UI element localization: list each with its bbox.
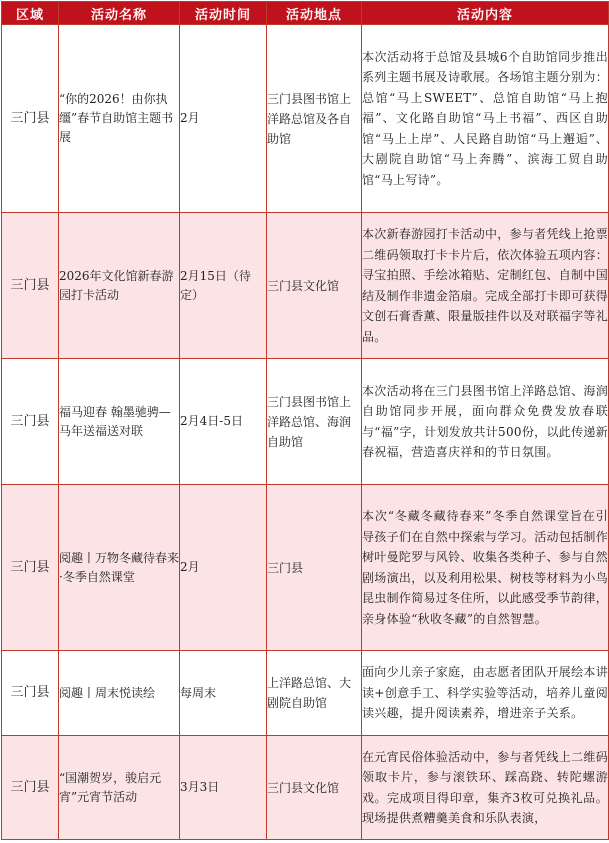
cell-name: “国潮贺岁，骏启元宵”元宵节活动 <box>59 736 180 840</box>
cell-place: 三门县文化馆 <box>267 213 362 359</box>
header-row <box>2 2 609 25</box>
cell-content: 本次活动将于总馆及县城6个自助馆同步推出系列主题书展及诗歌展。各场馆主题分别为：总馆“马上SWEET”、总馆自助馆“马上抱福”、文化路自助馆“马上书福”、西区自助馆“马上上岸”、人民路自助馆“马上邂逅”、大剧院自助馆“马上奔腾”、滨海工贸自助馆“马上写诗”。 <box>362 25 609 213</box>
table-row <box>2 213 609 359</box>
cell-region: 三门县 <box>2 213 59 359</box>
cell-name: 阅趣丨万物冬藏待春来·冬季自然课堂 <box>59 485 180 651</box>
cell-region: 三门县 <box>2 25 59 213</box>
events-table <box>1 1 609 840</box>
cell-content: 本次新春游园打卡活动中，参与者凭线上抢票二维码领取打卡卡片后，依次体验五项内容：寻宝拍照、手绘冰箱贴、定制红包、自制中国结及制作非遗金箔扇。完成全部打卡即可获得文创石膏香薰、限量版挂件以及对联福字等礼品。 <box>362 213 609 359</box>
table-row <box>2 359 609 485</box>
header-region: 区域 <box>2 2 59 25</box>
cell-region: 三门县 <box>2 359 59 485</box>
cell-region: 三门县 <box>2 651 59 736</box>
header-content: 活动内容 <box>362 2 609 25</box>
cell-time: 2月4日-5日 <box>180 359 267 485</box>
cell-region: 三门县 <box>2 736 59 840</box>
cell-name: 阅趣丨周末悦读绘 <box>59 651 180 736</box>
table-row <box>2 736 609 840</box>
cell-place: 上洋路总馆、大剧院自助馆 <box>267 651 362 736</box>
header-name: 活动名称 <box>59 2 180 25</box>
table-row <box>2 485 609 651</box>
cell-name: “你的2026！由你执缰”春节自助馆主题书展 <box>59 25 180 213</box>
table-row <box>2 651 609 736</box>
cell-time: 3月3日 <box>180 736 267 840</box>
cell-time: 每周末 <box>180 651 267 736</box>
table-row <box>2 25 609 213</box>
cell-content: 本次活动将在三门县图书馆上洋路总馆、海润自助馆同步开展，面向群众免费发放春联与“福”字，计划发放共计500份，以此传递新春祝福，营造喜庆祥和的节日氛围。 <box>362 359 609 485</box>
cell-place: 三门县图书馆上洋路总馆及各自助馆 <box>267 25 362 213</box>
cell-region: 三门县 <box>2 485 59 651</box>
cell-content: 面向少儿亲子家庭，由志愿者团队开展绘本讲读+创意手工、科学实验等活动，培养儿童阅读兴趣，提升阅读素养，增进亲子关系。 <box>362 651 609 736</box>
cell-name: 福马迎春 翰墨驰骋—马年送福送对联 <box>59 359 180 485</box>
cell-time: 2月 <box>180 485 267 651</box>
cell-content: 本次“冬藏冬藏待春来”冬季自然课堂旨在引导孩子们在自然中探索与学习。活动包括制作树叶曼陀罗与风铃、收集各类种子、参与自然剧场演出，以及利用松果、树枝等材料为小鸟昆虫制作简易过冬住所，以此感受季节韵律，亲身体验“秋收冬藏”的自然智慧。 <box>362 485 609 651</box>
cell-place: 三门县图书馆上洋路总馆、海润自助馆 <box>267 359 362 485</box>
cell-time: 2月 <box>180 25 267 213</box>
cell-place: 三门县文化馆 <box>267 736 362 840</box>
cell-name: 2026年文化馆新春游园打卡活动 <box>59 213 180 359</box>
cell-place: 三门县 <box>267 485 362 651</box>
header-place: 活动地点 <box>267 2 362 25</box>
header-time: 活动时间 <box>180 2 267 25</box>
cell-time: 2月15日（待定） <box>180 213 267 359</box>
cell-content: 在元宵民俗体验活动中，参与者凭线上二维码领取卡片，参与滚铁环、踩高跷、转陀螺游戏。完成项目得印章，集齐3枚可兑换礼品。现场提供煮糟羹美食和乐队表演， <box>362 736 609 840</box>
